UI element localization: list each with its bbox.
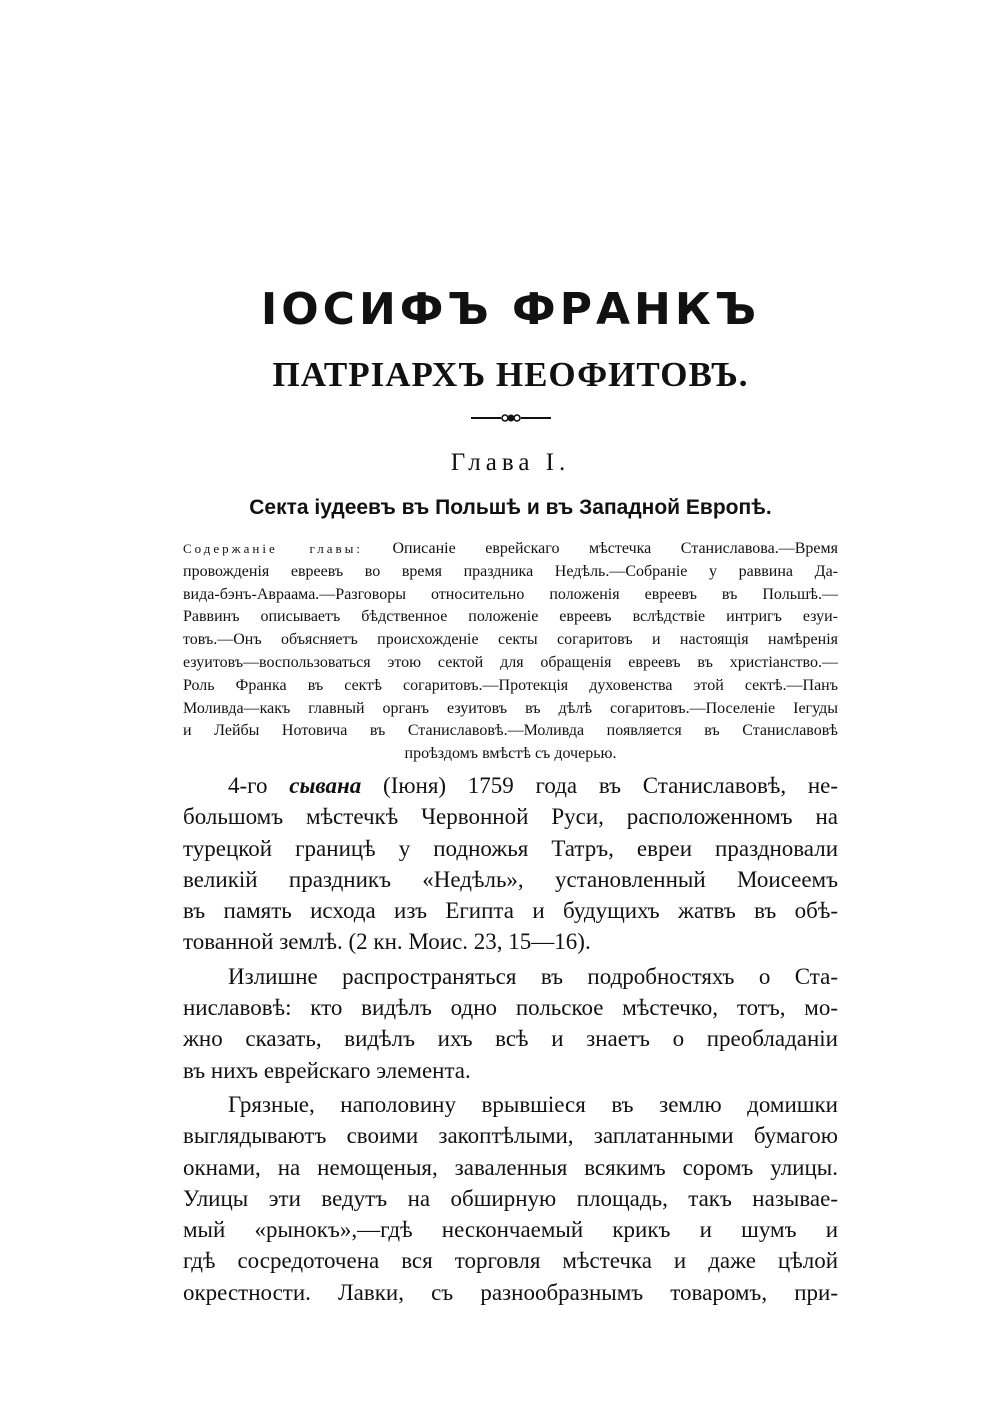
paragraph-line: жно сказать, видѣлъ ихъ всѣ и знаетъ о преобладаніи [183,1026,838,1052]
book-title: ІОСИФЪ ФРАНКЪ [260,284,761,335]
paragraph-line: окнами, на немощеныя, заваленныя всякимъ соромъ улицы. [183,1154,838,1180]
paragraph-line: ниславовѣ: кто видѣлъ одно польское мѣстечко, тотъ, мо- [183,995,838,1021]
line-rest: (Іюня) 1759 года въ Станиславовѣ, не- [383,773,838,798]
paragraph-line: великій праздникъ «Недѣль», установленный Моисеемъ [183,866,838,892]
summary-label: Содержаніе главы: [183,541,363,556]
summary-line: провожденія евреевъ во время праздника Недѣль.—Собраніе у раввина Да- [183,562,838,580]
book-page [183,0,838,1418]
paragraph-line: гдѣ сосредоточена вся торговля мѣстечка и даже цѣлой [183,1248,838,1274]
paragraph-line: Улицы эти ведутъ на обширную площадь, такъ называе- [183,1185,838,1211]
paragraph-line: Излишне распространяться въ подробностяхъ о Ста- [228,963,838,989]
summary-line: и Лейбы Нотовича въ Станиславовѣ.—Моливда появляется въ Станиславовѣ [183,722,838,740]
paragraph-line: въ память исхода изъ Египта и будущихъ жатвъ въ обѣ- [183,898,838,924]
summary-line: Моливда—какъ главный органъ езуитовъ въ дѣлѣ согаритовъ.—Поселеніе Іегуды [183,699,838,717]
paragraph-line: большомъ мѣстечкѣ Червонной Руси, расположенномъ на [183,804,838,830]
month-name: сывана [289,773,362,798]
paragraph-line: турецкой границѣ у подножья Татръ, евреи праздновали [183,835,838,861]
book-subtitle: ПАТРІАРХЪ НЕОФИТОВЪ. [272,355,749,394]
summary-line [183,538,838,561]
date-text: 4-го [228,773,268,798]
paragraph-line: выглядываютъ своими закоптѣлыми, заплатанными бумагою [183,1123,838,1149]
paragraph-line: мый «рынокъ»,—гдѣ нескончаемый крикъ и шумъ и [183,1217,838,1243]
paragraph-line [183,770,838,801]
summary-line: Роль Франка въ сектѣ согаритовъ.—Протекція духовенства этой сектѣ.—Панъ [183,676,838,694]
summary-line-text: Описаніе еврейскаго мѣстечка Станиславова.—Время [392,540,838,557]
chapter-label: Глава I. [450,449,571,476]
summary-line: езуитовъ—воспользоваться этою сектой для обращенія евреевъ въ христіанство.— [183,653,838,671]
chapter-title: Секта іудеевъ въ Польшѣ и въ Западной Европѣ. [249,496,772,519]
chapter-summary [183,538,838,766]
paragraph-line: въ нихъ еврейскаго элемента. [183,1057,471,1083]
summary-line: проѣздомъ вмѣстѣ съ дочерью. [404,745,617,763]
ornament-divider-icon [471,406,551,430]
paragraph-line: окрестности. Лавки, съ разнообразнымъ товаромъ, при- [183,1279,838,1305]
summary-line: товъ.—Онъ объясняетъ происхожденіе секты согаритовъ и настоящія намѣренія [183,631,838,649]
body-text [183,770,838,1308]
summary-line: вида-бэнъ-Авраама.—Разговоры относительно положенія евреевъ въ Польшѣ.— [183,585,838,603]
summary-line: Раввинъ описываетъ бѣдственное положеніе евреевъ вслѣдствіе интригъ езуи- [183,608,838,626]
paragraph-line: Грязные, наполовину врывшіеся въ землю домишки [228,1091,838,1117]
paragraph-line: тованной землѣ. (2 кн. Моис. 23, 15—16). [183,929,591,955]
